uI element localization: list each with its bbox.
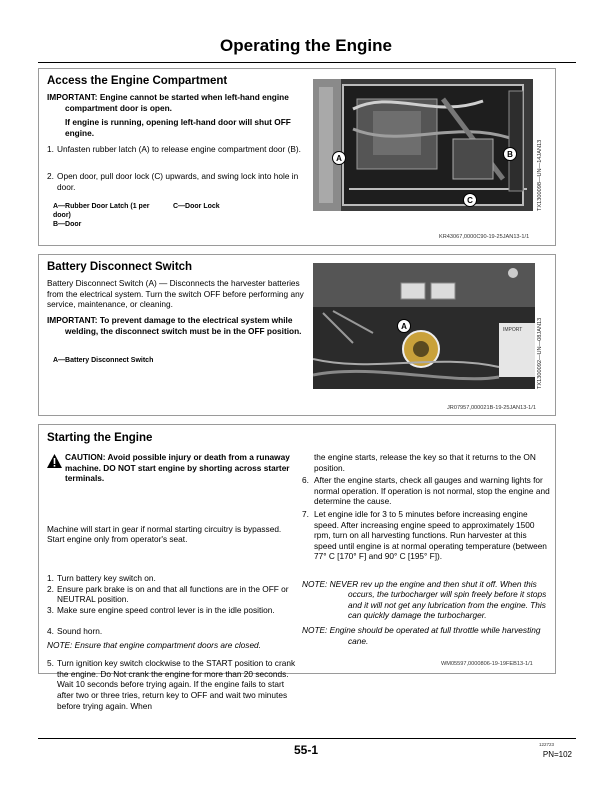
engine-compartment-illustration: [313, 79, 533, 211]
battery-switch-illustration: [313, 263, 535, 389]
list-item: [47, 573, 297, 584]
doc-reference: KR43067,0000C90-19-25JAN13-1/1: [439, 234, 530, 240]
step-list: [47, 144, 307, 193]
image-reference: TX1300092—UN—08JAN13: [537, 317, 543, 389]
step-text: Turn ignition key switch clockwise to the START position to crank the engine. Do Not crank the engine for more than 20 seconds. Wait 10 seconds before trying again. If the engine fails to start after two or three tries, return key to OFF and wait two minutes before trying again. When: [57, 658, 296, 711]
right-column: [302, 452, 550, 646]
list-item: [47, 171, 307, 193]
section-title: Access the Engine Compartment: [47, 75, 228, 87]
page-code: 122723: [538, 742, 554, 747]
list-item: [47, 658, 297, 711]
callout-c: C: [463, 193, 477, 207]
note-doors-closed: NOTE: Ensure that engine compartment doors are closed.: [47, 639, 261, 650]
list-item: [47, 584, 297, 605]
step-text: Unfasten rubber latch (A) to release engine compartment door (B).: [57, 144, 301, 154]
list-item: [47, 605, 297, 626]
legend-a: A—Battery Disconnect Switch: [53, 357, 154, 364]
caution-text: CAUTION: Avoid possible injury or death from a runaway machine. DO NOT start engine by shorting across starter terminals.: [65, 452, 290, 484]
callout-a: A: [332, 151, 346, 165]
step-number: 7.: [302, 508, 309, 519]
step-number: 5.: [47, 658, 54, 669]
step-number: 3.: [47, 604, 54, 615]
battery-body-text: Battery Disconnect Switch (A) — Disconnects the harvester batteries from the electrical system. Turn the switch OFF before performing any service, maintenance, or cleaning.: [47, 278, 304, 310]
step-number: 2.: [47, 171, 54, 181]
note-turbocharger: NOTE: NEVER rev up the engine and then shut it off. When this occurs, the turbocharger will spin freely before it stops and it will not get any lubrication from the engine. This can quickly damage the turbocharger.: [302, 578, 547, 621]
important-text-2: If engine is running, opening left-hand door will shut OFF engine.: [65, 117, 291, 138]
step-number: 1.: [47, 572, 54, 583]
step-text: Turn battery key switch on.: [57, 572, 156, 583]
section-title: Starting the Engine: [47, 432, 153, 444]
section-access-engine-compartment: [38, 68, 556, 246]
list-item: [47, 144, 307, 166]
section-title: Battery Disconnect Switch: [47, 261, 193, 273]
part-number: PN=102: [542, 750, 572, 759]
page-title: Operating the Engine: [220, 36, 392, 55]
decal-text: IMPORT: [503, 327, 523, 333]
step-list: [47, 573, 297, 637]
section-battery-disconnect: [38, 254, 556, 416]
legend-c: C—Door Lock: [173, 203, 220, 210]
step-number: 1.: [47, 144, 54, 154]
list-item: [47, 626, 297, 637]
step-text: Make sure engine speed control lever is in the idle position.: [57, 604, 275, 615]
legend-b: B—Door: [53, 221, 82, 228]
callout-a: A: [397, 319, 411, 333]
image-reference: TX1300098—UN—14JAN13: [537, 139, 543, 211]
page-number: 55-1: [293, 743, 319, 757]
list-item: [302, 475, 550, 507]
step-text: Ensure park brake is on and that all functions are in the OFF or NEUTRAL position.: [57, 583, 289, 605]
left-column: [47, 452, 297, 711]
warning-icon: [47, 454, 62, 468]
step-text: Sound horn.: [57, 625, 103, 636]
step-text: Open door, pull door lock (C) upwards, and swing lock into hole in door.: [57, 171, 299, 192]
note-full-throttle: NOTE: Engine should be operated at full throttle while harvesting cane.: [302, 624, 541, 646]
battery-switch-photo: [313, 263, 535, 389]
caution-block: [47, 452, 297, 484]
step5-continuation: the engine starts, release the key so that it returns to the ON position.: [314, 452, 536, 473]
legend-a: A—Rubber Door Latch (1 per door): [53, 203, 150, 219]
step-number: 4.: [47, 625, 54, 636]
callout-b: B: [503, 147, 517, 161]
footer-rule: [38, 738, 576, 739]
important-note: [47, 92, 307, 138]
doc-reference: WM05597,0000806-19-19FEB13-1/1: [441, 661, 533, 667]
important-note: IMPORTANT: To prevent damage to the electrical system while welding, the disconnect switch must be in the OFF position.: [47, 315, 302, 336]
title-rule: [38, 62, 576, 63]
doc-reference: JR07957,000021B-19-25JAN13-1/1: [447, 405, 536, 411]
step-text: After the engine starts, check all gauges and warning lights for normal operation. If operation is not normal, stop the engine and determine the cause.: [314, 475, 550, 507]
step-number: 2.: [47, 583, 54, 594]
step-text: Let engine idle for 3 to 5 minutes before increasing engine speed. After increasing engine speed to approximately 1500 rpm, turn on all harvesting functions. Run harvester at this speed until engine is at normal operating temperature (between 77° C [170° F] and 90° C [195° F]).: [314, 508, 547, 562]
section-starting-engine: [38, 424, 556, 711]
step-number: 6.: [302, 475, 309, 486]
list-item: [302, 509, 550, 573]
engine-compartment-photo: [313, 79, 533, 211]
important-text-1: IMPORTANT: Engine cannot be started when left-hand engine compartment door is open.: [47, 92, 289, 113]
intro-text: Machine will start in gear if normal starting circuitry is bypassed. Start engine only from operator's seat.: [47, 523, 282, 545]
